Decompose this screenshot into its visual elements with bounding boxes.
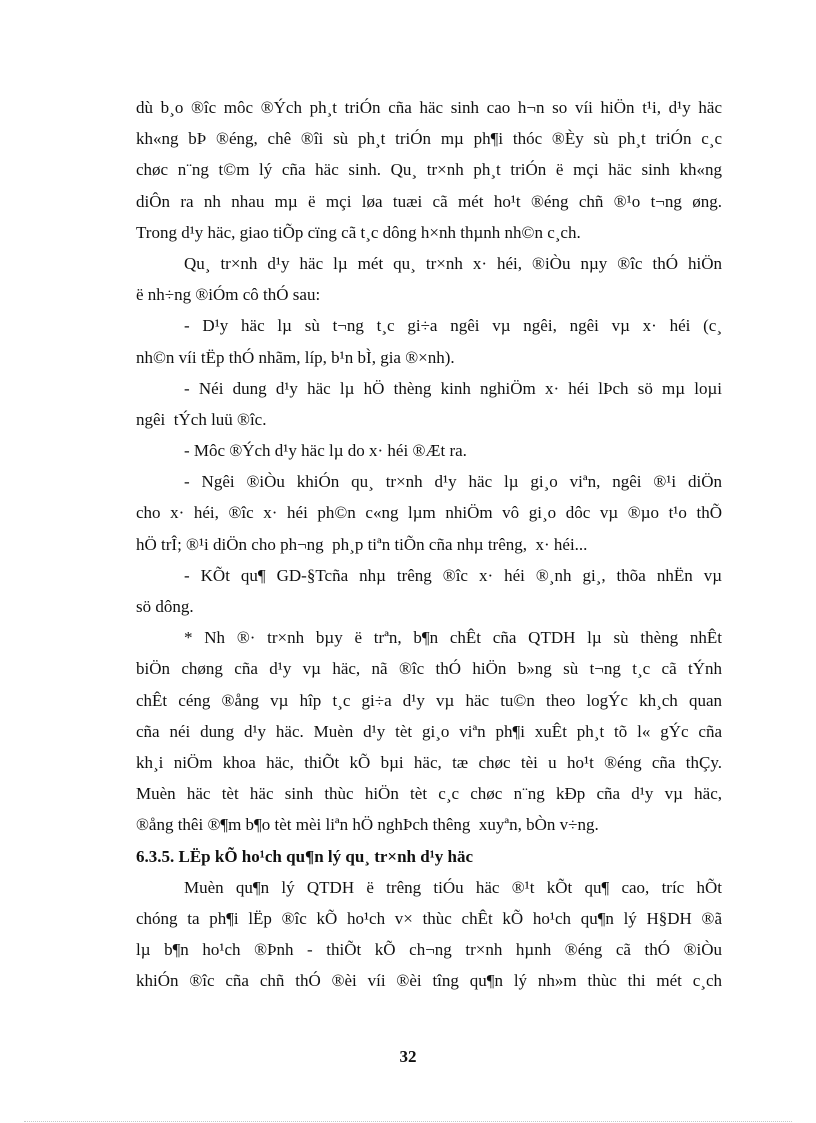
text-line: ë nh÷ng ®iÓm cô thÓ sau:	[136, 285, 321, 305]
text-line: sö dông.	[136, 597, 194, 616]
text-line: - Môc ®Ých d¹y häc lµ do x· héi ®Æt ra.	[184, 441, 467, 461]
text-line: chóng ta ph¶i lËp ®îc kÕ ho¹ch v× thùc chÊt kÕ ho¹ch qu¶n lý H§DH ®ã	[136, 908, 722, 928]
text-line: chøc n¨ng t©m lý cña häc sinh. Qu¸ tr×nh ph¸t triÓn ë mçi häc sinh kh«ng	[136, 160, 722, 180]
text-line: * Nh ®· tr×nh bµy ë trªn, b¶n chÊt cña QTDH lµ sù thèng nhÊt	[184, 628, 722, 648]
text-line: diÔn ra nh nhau mµ ë mçi løa tuæi cã mét ho¹t ®éng chñ ®¹o t¬ng øng.	[136, 191, 722, 211]
text-line: Qu¸ tr×nh d¹y häc lµ mét qu¸ tr×nh x· héi, ®iÒu nµy ®îc thÓ hiÖn	[184, 253, 722, 273]
text-line: - D¹y häc lµ sù t¬ng t¸c gi÷a ngêi vµ ngêi, ngêi vµ x· héi (c¸	[184, 316, 722, 336]
text-line: hÖ trÎ; ®¹i diÖn cho ph¬ng ph¸p tiªn tiÕn cña nhµ trêng, x· héi...	[136, 534, 588, 554]
text-line: dù b¸o ®îc môc ®Ých ph¸t triÓn cña häc sinh cao h¬n so víi hiÖn t¹i, d¹y häc	[136, 98, 722, 117]
text-line: kh¸i niÖm khoa häc, thiÕt kÕ bµi häc, tæ chøc tèi u ho¹t ®éng cña thÇy.	[136, 752, 722, 772]
text-line: - KÕt qu¶ GD-§Tcña nhµ trêng ®îc x· héi ®¸nh gi¸, thõa nhËn vµ	[184, 565, 722, 585]
section-heading: 6.3.5. LËp kÕ ho¹ch qu¶n lý qu¸ tr×nh d¹y häc	[136, 846, 474, 866]
text-line: - Ngêi ®iÒu khiÓn qu¸ tr×nh d¹y häc lµ gi¸o viªn, ngêi ®¹i diÖn	[184, 472, 722, 492]
text-line: ngêi tÝch luü ®îc.	[136, 409, 267, 429]
text-line: Trong d¹y häc, giao tiÕp cïng cã t¸c dông h×nh thµnh nh©n c¸ch.	[136, 222, 581, 242]
text-line: Muèn qu¶n lý QTDH ë trêng tiÓu häc ®¹t kÕt qu¶ cao, tríc hÕt	[184, 877, 722, 897]
text-line: ®ång thêi ®¶m b¶o tèt mèi liªn hÖ nghÞch thêng xuyªn, bÒn v÷ng.	[136, 815, 599, 835]
body-text	[136, 92, 722, 996]
text-line: cña néi dung d¹y häc. Muèn d¹y tèt gi¸o viªn ph¶i xuÊt ph¸t tõ l« gÝc cña	[136, 721, 722, 741]
text-line: kh«ng bÞ ®éng, chê ®îi sù ph¸t triÓn mµ ph¶i thóc ®Èy sù ph¸t triÓn c¸c	[136, 129, 722, 149]
page-number: 32	[399, 1047, 417, 1066]
text-line: Muèn häc tèt häc sinh thùc hiÖn tèt c¸c chøc n¨ng kÐp cña d¹y vµ häc,	[136, 784, 722, 804]
text-line: - Néi dung d¹y häc lµ hÖ thèng kinh nghiÖm x· héi lÞch sö mµ loµi	[184, 378, 722, 398]
text-line: nh©n víi tËp thÓ nhãm, líp, b¹n bÌ, gia ®×nh).	[136, 347, 455, 367]
text-line: cho x· héi, ®îc x· héi ph©n c«ng lµm nhiÖm vô gi¸o dôc vµ ®µo t¹o thÕ	[136, 503, 722, 523]
text-line: lµ b¶n ho¹ch ®Þnh - thiÕt kÕ ch¬ng tr×nh hµnh ®éng cã thÓ ®iÒu	[136, 940, 722, 960]
text-line: chÊt céng ®ång vµ hîp t¸c gi÷a d¹y vµ häc tu©n theo logÝc kh¸ch quan	[136, 690, 722, 710]
footer-divider	[24, 1121, 792, 1122]
text-line: biÖn chøng cña d¹y vµ häc, nã ®îc thÓ hiÖn b»ng sù t¬ng t¸c cã tÝnh	[136, 659, 722, 679]
text-line: khiÓn ®îc cña chñ thÓ ®èi víi ®èi tîng qu¶n lý nh»m thùc thi mét c¸ch	[136, 971, 722, 991]
